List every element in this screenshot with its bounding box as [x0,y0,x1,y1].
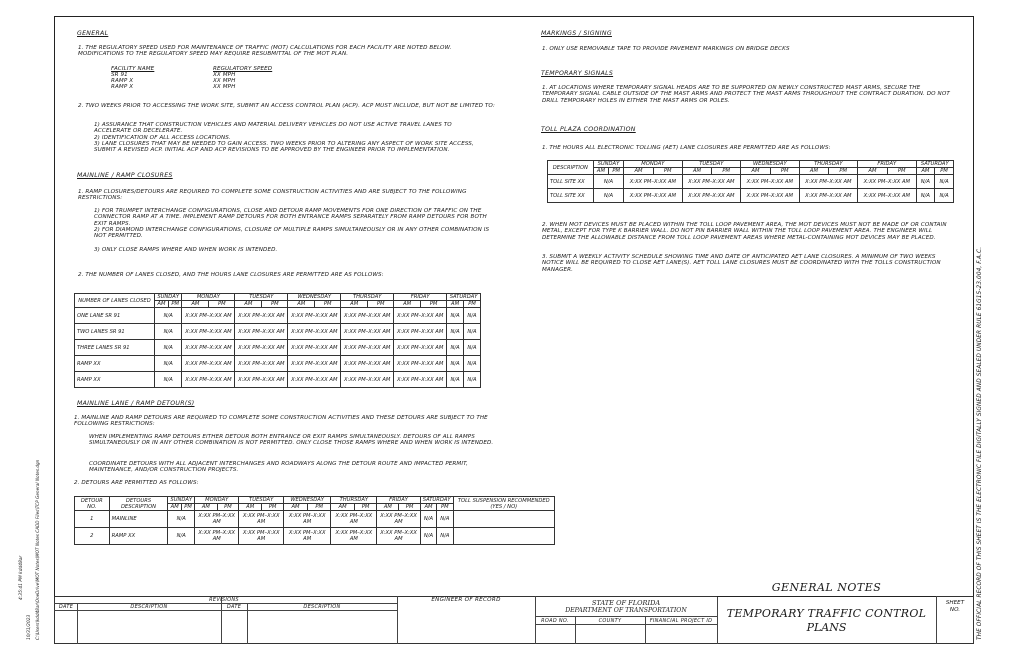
detour-table [74,496,555,545]
am-header-cell: AM [420,504,436,511]
schedule-cell: N/A [593,189,623,203]
table-row [75,356,481,372]
row-label-cell: ONE LANE SR 91 [75,308,155,324]
facility-speed: XX MPH [213,78,236,84]
schedule-cell: N/A [154,340,182,356]
schedule-cell: N/A [464,372,481,388]
schedule-cell: N/A [154,308,182,324]
pm-header-cell: PM [315,301,341,308]
detours-para-1: WHEN IMPLEMENTING RAMP DETOURS EITHER DETOUR BOTH ENTRANCE OR EXIT RAMPS SIMULTANEOUSLY. DETOURS OF ALL RAMPS SIMULTANEOUSLY OR IN ANY OTHER COMBINATION IS NOT PERMITTED. ONLY CLOSE THOSE RAMPS WHERE AND WHEN WORK IS INTENDED. [89,434,494,447]
schedule-cell: X:XX PM–X:XX AM [624,189,682,203]
schedule-cell: X:XX PM–X:XX AM [182,308,235,324]
schedule-cell: X:XX PM–X:XX AM [624,175,682,189]
schedule-cell: X:XX PM–X:XX AM [182,372,235,388]
pm-header-cell: PM [181,504,194,511]
schedule-cell: X:XX PM–X:XX AM [858,175,917,189]
facility-name: SR 91 [111,72,128,78]
am-header-cell: AM [682,168,712,175]
am-header-cell: AM [858,168,888,175]
pm-header-cell: PM [354,504,377,511]
sheet-title-top: GENERAL NOTES [771,581,882,594]
toll-plaza-heading: TOLL PLAZA COORDINATION [541,126,636,133]
schedule-cell: X:XX PM–X:XX AM [741,189,799,203]
markings-heading: MARKINGS / SIGNING [541,30,612,37]
mainline-item-1-sub-3: 3) ONLY CLOSE RAMPS WHERE AND WHEN WORK IS INTENDED. [94,247,278,253]
pm-header-cell: PM [421,301,447,308]
table-row [548,189,954,203]
detour-no-cell: 2 [75,528,110,545]
file-path: C:\Users\kdd48ar\OneDrive\MOT Notes\MOT Notes CADD Files\TCP General Notes.dgn [35,459,40,640]
schedule-cell: X:XX PM–X:XX AM [394,308,447,324]
am-header-cell: AM [235,301,262,308]
pm-header-cell: PM [308,504,331,511]
state-line-1: STATE OF FLORIDA [591,599,661,607]
schedule-cell: X:XX PM–X:XX AM [799,189,857,203]
day-header-cell: THURSDAY [799,161,857,168]
schedule-cell: X:XX PM–X:XX AM [394,356,447,372]
schedule-cell: X:XX PM–X:XX AM [331,511,377,528]
schedule-cell: X:XX PM–X:XX AM [341,308,394,324]
pm-header-cell: PM [770,168,799,175]
general-item-2-sub-1: 1) ASSURANCE THAT CONSTRUCTION VEHICLES AND MATERIAL DELIVERY VEHICLES DO NOT USE ACTIVE TRAVEL LANES TO ACCELERATE OR DECELERATE. [94,122,452,135]
mainline-item-1: 1. RAMP CLOSURES/DETOURS ARE REQUIRED TO COMPLETE SOME CONSTRUCTION ACTIVITIES AND ARE SUBJECT TO THE FOLLOWING RESTRICTIONS: [78,189,467,202]
am-header-cell: AM [182,301,209,308]
detour-no-cell: 1 [75,511,110,528]
day-header-cell: MONDAY [624,161,682,168]
day-header-cell: SUNDAY [154,294,182,301]
schedule-cell: X:XX PM–X:XX AM [283,528,330,545]
day-header-cell: THURSDAY [331,497,377,504]
state-line-2: DEPARTMENT OF TRANSPORTATION [565,607,687,614]
general-item-1: 1. THE REGULATORY SPEED USED FOR MAINTENANCE OF TRAFFIC (MOT) CALCULATIONS FOR EACH FACILITY ARE NOTED BELOW. MODIFICATIONS TO THE REGULATORY SPEED MAY REQUIRE RESUBMITTAL OF THE MOT PLAN. [78,45,452,58]
date-label-1: DATE [58,604,74,610]
official-record-note: THE OFFICIAL RECORD OF THIS SHEET IS THE ELECTRONIC FILE DIGITALLY SIGNED AND SEALED UNDER RULE 61G15-23.004, F.A.C. [977,246,983,640]
pm-header-cell: PM [887,168,916,175]
day-header-cell: WEDNESDAY [288,294,341,301]
schedule-cell: X:XX PM–X:XX AM [377,528,421,545]
pm-header-cell: PM [399,504,420,511]
toll-plaza-item-1: 1. THE HOURS ALL ELECTRONIC TOLLING (AET) LANE CLOSURES ARE PERMITTED ARE AS FOLLOWS: [542,145,831,151]
day-header-cell: FRIDAY [394,294,447,301]
schedule-cell: X:XX PM–X:XX AM [377,511,421,528]
schedule-cell: X:XX PM–X:XX AM [288,308,341,324]
schedule-cell: N/A [154,372,182,388]
schedule-cell: X:XX PM–X:XX AM [235,356,288,372]
schedule-cell: X:XX PM–X:XX AM [799,175,857,189]
table-row [75,528,555,545]
schedule-cell: N/A [447,340,464,356]
am-header-cell: AM [195,504,217,511]
schedule-cell: N/A [464,324,481,340]
general-item-2-sub-2: 2) IDENTIFICATION OF ALL ACCESS LOCATIONS. [94,135,231,141]
schedule-cell: X:XX PM–X:XX AM [239,511,284,528]
pm-header-cell: PM [935,168,954,175]
schedule-cell: X:XX PM–X:XX AM [195,511,239,528]
schedule-cell: X:XX PM–X:XX AM [341,356,394,372]
detour-description-header: DETOURS DESCRIPTION [109,497,168,511]
am-header-cell: AM [624,168,654,175]
schedule-cell: X:XX PM–X:XX AM [394,372,447,388]
schedule-cell: X:XX PM–X:XX AM [682,175,740,189]
schedule-cell: X:XX PM–X:XX AM [239,528,284,545]
pm-header-cell: PM [217,504,239,511]
schedule-cell: N/A [154,324,182,340]
file-time: 4:35:41 PM kdd48ar [19,555,24,600]
day-header-cell: WEDNESDAY [283,497,330,504]
day-header-cell: TUESDAY [239,497,284,504]
table-row [75,308,481,324]
detour-description-cell: MAINLINE [109,511,168,528]
pm-header-cell: PM [653,168,682,175]
pm-header-cell: PM [829,168,858,175]
row-label-cell: TWO LANES SR 91 [75,324,155,340]
day-header-cell: TUESDAY [235,294,288,301]
schedule-cell: X:XX PM–X:XX AM [195,528,239,545]
day-header-cell: SUNDAY [168,497,195,504]
description-label-1: DESCRIPTION [130,604,168,610]
table-row [548,175,954,189]
mainline-item-1-sub-1: 1) FOR TRUMPET INTERCHANGE CONFIGURATIONS, CLOSE AND DETOUR RAMP MOVEMENTS FOR ONE DIRECTION OF TRAFFIC ON THE CONNECTOR RAMP AT A TIME. IMPLEMENT RAMP DETOURS FOR BOTH ENTRANCE RAMPS SEPARATELY FROM RAMP DETOURS FOR BOTH EXIT RAMPS. [94,208,487,227]
revisions-label: REVISIONS [209,597,239,603]
sheet-no-label: SHEET NO. [945,600,965,613]
schedule-cell: X:XX PM–X:XX AM [283,511,330,528]
pm-header-cell: PM [437,504,453,511]
day-header-cell: SATURDAY [447,294,481,301]
schedule-cell: N/A [464,308,481,324]
toll-closure-table [547,160,954,203]
schedule-cell: N/A [437,528,453,545]
schedule-cell: N/A [420,511,436,528]
schedule-cell: X:XX PM–X:XX AM [682,189,740,203]
description-label-2: DESCRIPTION [303,604,341,610]
toll-plaza-item-2: 2. WHEN MOT DEVICES MUST BE PLACED WITHIN THE TOLL LOOP PAVEMENT AREA, THE MOT DEVICES MUST NOT BE MADE OF OR CONTAIN METAL, EXCEPT FOR TYPE K BARRIER WALL. DO NOT PIN BARRIER WALL WITHIN THE TOLL LOOP PAVEMENT AREA. THE ENGINEER WILL DETERMINE THE ALLOWABLE DISTANCE FROM TOLL LOOP PAVEMENT AREAS WHERE METAL-CONTAINING MOT DEVICES MAY BE PLACED. [542,222,947,241]
day-header-cell: SUNDAY [593,161,623,168]
sheet-title-main-1: TEMPORARY TRAFFIC CONTROL [726,607,927,620]
am-header-cell: AM [154,301,168,308]
sheet-title-main-2: PLANS [806,621,847,634]
engineer-of-record-label: ENGINEER OF RECORD [431,597,501,603]
am-header-cell: AM [239,504,262,511]
schedule-cell: X:XX PM–X:XX AM [288,356,341,372]
day-header-cell: WEDNESDAY [741,161,799,168]
schedule-cell: X:XX PM–X:XX AM [235,372,288,388]
day-header-cell: SATURDAY [420,497,453,504]
schedule-cell: X:XX PM–X:XX AM [858,189,917,203]
schedule-cell: X:XX PM–X:XX AM [182,356,235,372]
row-label-cell: RAMP XX [75,372,155,388]
schedule-cell: N/A [168,511,195,528]
schedule-cell: N/A [464,356,481,372]
schedule-cell: N/A [420,528,436,545]
am-header-cell: AM [394,301,421,308]
schedule-cell: X:XX PM–X:XX AM [341,324,394,340]
day-header-cell: THURSDAY [341,294,394,301]
file-date: 10/31/2023 [27,614,32,640]
county-label: COUNTY [598,618,622,624]
row-label-cell: RAMP XX [75,356,155,372]
markings-item-1: 1. ONLY USE REMOVABLE TAPE TO PROVIDE PAVEMENT MARKINGS ON BRIDGE DECKS [542,46,790,52]
schedule-cell: N/A [935,175,954,189]
am-header-cell: AM [799,168,829,175]
facility-name-header: FACILITY NAME [111,66,155,72]
financial-project-id-label: FINANCIAL PROJECT ID [649,618,713,624]
schedule-cell: N/A [447,372,464,388]
facility-name: RAMP X [111,84,134,90]
pm-header-cell: PM [168,301,182,308]
facility-speed: XX MPH [213,84,236,90]
road-no-label: ROAD NO. [541,618,569,624]
schedule-cell: N/A [593,175,623,189]
am-header-cell: AM [283,504,307,511]
temp-signals-item-1: 1. AT LOCATIONS WHERE TEMPORARY SIGNAL HEADS ARE TO BE SUPPORTED ON NEWLY CONSTRUCTED MAST ARMS, SECURE THE TEMPORARY SIGNAL CABLE OUTSIDE OF THE MAST ARMS AND PROTECT THE MAST ARMS THROUGHOUT THE CONTRACT DURATION. DO NOT DRILL TEMPORARY HOLES IN EITHER THE MAST ARMS OR POLES. [542,85,950,104]
schedule-cell: X:XX PM–X:XX AM [235,324,288,340]
am-header-cell: AM [331,504,354,511]
mainline-item-1-sub-2: 2) FOR DIAMOND INTERCHANGE CONFIGURATIONS, CLOSURE OF MULTIPLE RAMPS SIMULTANEOUSLY OR IN ANY OTHER COMBINATION IS NOT PERMITTED. [94,227,490,240]
table-row [75,324,481,340]
schedule-cell: X:XX PM–X:XX AM [341,340,394,356]
mainline-item-2: 2. THE NUMBER OF LANES CLOSED, AND THE HOURS LANE CLOSURES ARE PERMITTED ARE AS FOLLOWS: [78,272,384,278]
schedule-cell: X:XX PM–X:XX AM [288,340,341,356]
schedule-cell: X:XX PM–X:XX AM [741,175,799,189]
pm-header-cell: PM [464,301,481,308]
general-heading: GENERAL [77,30,109,37]
date-label-2: DATE [226,604,242,610]
toll-suspension-cell [453,511,554,528]
day-header-cell: TUESDAY [682,161,740,168]
lane-closure-table [74,293,481,388]
day-header-cell: SATURDAY [916,161,953,168]
am-header-cell: AM [741,168,771,175]
pm-header-cell: PM [712,168,741,175]
schedule-cell: N/A [916,175,935,189]
general-item-2-sub-3: 3) LANE CLOSURES THAT MAY BE NEEDED TO GAIN ACCESS. TWO WEEKS PRIOR TO ALTERING ANY ASPECT OF WORK SITE ACCESS, SUBMIT A REVISED ACP. INITIAL ACP AND ACP REVISIONS TO BE APPROVED BY THE ENGINEER PRIOR TO IMPLEMENTATION. [94,141,474,154]
detours-para-2: COORDINATE DETOURS WITH ALL ADJACENT INTERCHANGES AND ROADWAYS ALONG THE DETOUR ROUTE AND IMPACTED PERMIT, MAINTENANCE, AND/OR CONSTRUCTION PROJECTS. [89,461,468,474]
am-header-cell: AM [288,301,315,308]
schedule-cell: X:XX PM–X:XX AM [235,340,288,356]
schedule-cell: N/A [447,356,464,372]
toll-plaza-item-3: 3. SUBMIT A WEEKLY ACTIVITY SCHEDULE SHOWING TIME AND DATE OF ANTICIPATED AET LANE CLOSURES. A MINIMUM OF TWO WEEKS NOTICE WILL BE REQUIRED TO CLOSE AET LANE(S). AET TOLL LANE CLOSURES MUST BE COORDINATED WITH THE TOLLS CONSTRUCTION MANAGER. [542,254,941,273]
toll-suspension-cell [453,528,554,545]
schedule-cell: N/A [916,189,935,203]
am-header-cell: AM [341,301,368,308]
schedule-cell: N/A [447,308,464,324]
detours-item-2: 2. DETOURS ARE PERMITTED AS FOLLOWS: [74,480,199,486]
schedule-cell: N/A [168,528,195,545]
schedule-cell: N/A [437,511,453,528]
row-label-cell: TOLL SITE XX [548,175,594,189]
schedule-cell: N/A [935,189,954,203]
general-item-2: 2. TWO WEEKS PRIOR TO ACCESSING THE WORK SITE, SUBMIT AN ACCESS CONTROL PLAN (ACP). ACP MUST INCLUDE, BUT NOT BE LIMITED TO: [78,103,495,109]
day-header-cell: FRIDAY [377,497,421,504]
schedule-cell: X:XX PM–X:XX AM [331,528,377,545]
schedule-cell: X:XX PM–X:XX AM [182,324,235,340]
pm-header-cell: PM [209,301,235,308]
am-header-cell: AM [447,301,464,308]
detour-no-header: DETOUR NO. [75,497,110,511]
am-header-cell: AM [593,168,608,175]
detours-item-1: 1. MAINLINE AND RAMP DETOURS ARE REQUIRED TO COMPLETE SOME CONSTRUCTION ACTIVITIES AND THESE DETOURS ARE SUBJECT TO THE FOLLOWING RESTRICTIONS: [74,415,488,428]
pm-header-cell: PM [368,301,394,308]
temp-signals-heading: TEMPORARY SIGNALS [541,70,614,77]
day-header-cell: MONDAY [182,294,235,301]
row-label-cell: THREE LANES SR 91 [75,340,155,356]
toll-suspension-header: TOLL SUSPENSION RECOMMENDED (YES / NO) [453,497,554,511]
pm-header-cell: PM [609,168,624,175]
schedule-cell: N/A [464,340,481,356]
day-header-cell: FRIDAY [858,161,917,168]
table-row [75,340,481,356]
schedule-cell: X:XX PM–X:XX AM [235,308,288,324]
detour-description-cell: RAMP XX [109,528,168,545]
am-header-cell: AM [377,504,399,511]
schedule-cell: X:XX PM–X:XX AM [394,324,447,340]
schedule-cell: N/A [154,356,182,372]
mainline-heading: MAINLINE / RAMP CLOSURES [77,172,173,179]
row-label-cell: TOLL SITE XX [548,189,594,203]
table-header-cell: DESCRIPTION [548,161,594,175]
table-row [75,511,555,528]
table-header-cell: NUMBER OF LANES CLOSED [75,294,155,308]
schedule-cell: X:XX PM–X:XX AM [341,372,394,388]
schedule-cell: X:XX PM–X:XX AM [288,372,341,388]
regulatory-speed-header: REGULATORY SPEED [213,66,273,72]
facility-speed: XX MPH [213,72,236,78]
am-header-cell: AM [916,168,935,175]
schedule-cell: N/A [447,324,464,340]
pm-header-cell: PM [262,504,284,511]
schedule-cell: X:XX PM–X:XX AM [288,324,341,340]
day-header-cell: MONDAY [195,497,239,504]
schedule-cell: X:XX PM–X:XX AM [182,340,235,356]
pm-header-cell: PM [262,301,288,308]
schedule-cell: X:XX PM–X:XX AM [394,340,447,356]
facility-name: RAMP X [111,78,134,84]
am-header-cell: AM [168,504,182,511]
detours-heading: MAINLINE LANE / RAMP DETOUR(S) [77,400,195,407]
table-row [75,372,481,388]
